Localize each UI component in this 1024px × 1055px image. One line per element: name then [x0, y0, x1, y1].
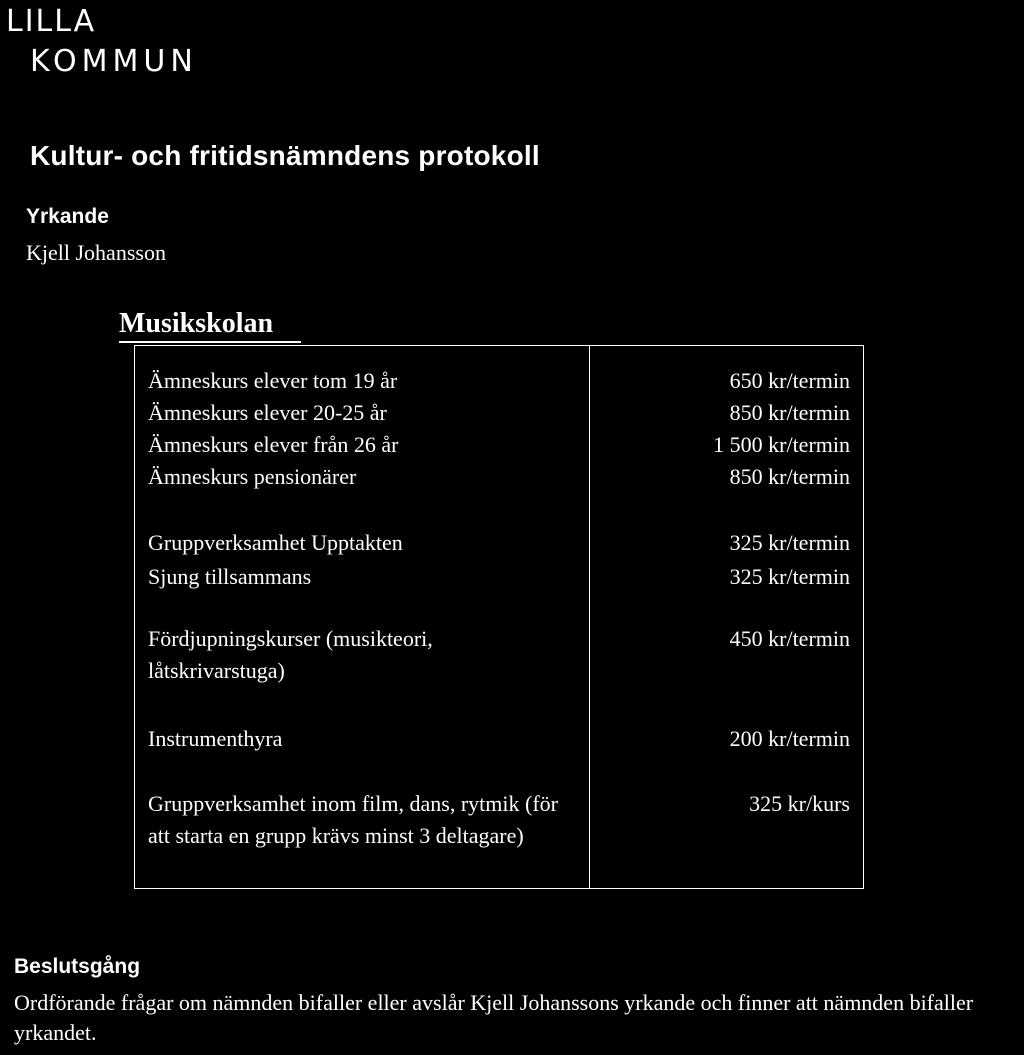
logo-line-1: LILLA	[6, 4, 97, 39]
row-label: Instrumenthyra	[148, 726, 283, 751]
row-value: 450 kr/termin	[729, 626, 850, 651]
heading-underline	[119, 341, 301, 343]
beslutsgang-heading: Beslutsgång	[14, 955, 141, 978]
municipality-logo	[6, 2, 198, 82]
logo-line-2: KOMMUN	[30, 44, 198, 79]
yrkande-heading: Yrkande	[26, 205, 109, 228]
row-value: 325 kr/termin	[729, 564, 850, 589]
table-column-divider	[589, 345, 590, 889]
row-value: 200 kr/termin	[729, 726, 850, 751]
row-label: Gruppverksamhet Upptakten	[148, 530, 403, 555]
row-value: 325 kr/kurs	[749, 791, 850, 816]
row-value: 325 kr/termin	[729, 530, 850, 555]
row-label: Ämneskurs elever tom 19 år	[148, 368, 398, 393]
row-value: 850 kr/termin	[729, 400, 850, 425]
beslutsgang-text: Ordförande frågar om nämnden bifaller eller avslår Kjell Johanssons yrkande och finner att nämnden bifaller yrkandet.	[14, 990, 974, 1045]
row-value: 650 kr/termin	[729, 368, 850, 393]
row-label: Ämneskurs elever 20-25 år	[148, 400, 387, 425]
page-title: Kultur- och fritidsnämndens protokoll	[30, 140, 540, 171]
row-label: Ämneskurs elever från 26 år	[148, 432, 399, 457]
musikskolan-heading: Musikskolan	[119, 308, 274, 339]
row-label: Ämneskurs pensionärer	[148, 464, 357, 489]
yrkande-name: Kjell Johansson	[26, 240, 166, 265]
row-value: 1 500 kr/termin	[713, 432, 850, 457]
row-value: 850 kr/termin	[729, 464, 850, 489]
row-label: Sjung tillsammans	[148, 564, 312, 589]
row-label: Fördjupningskurser (musikteori, låtskrivarstuga)	[148, 626, 433, 683]
row-label: Gruppverksamhet inom film, dans, rytmik (för att starta en grupp krävs minst 3 deltagare)	[148, 791, 558, 848]
